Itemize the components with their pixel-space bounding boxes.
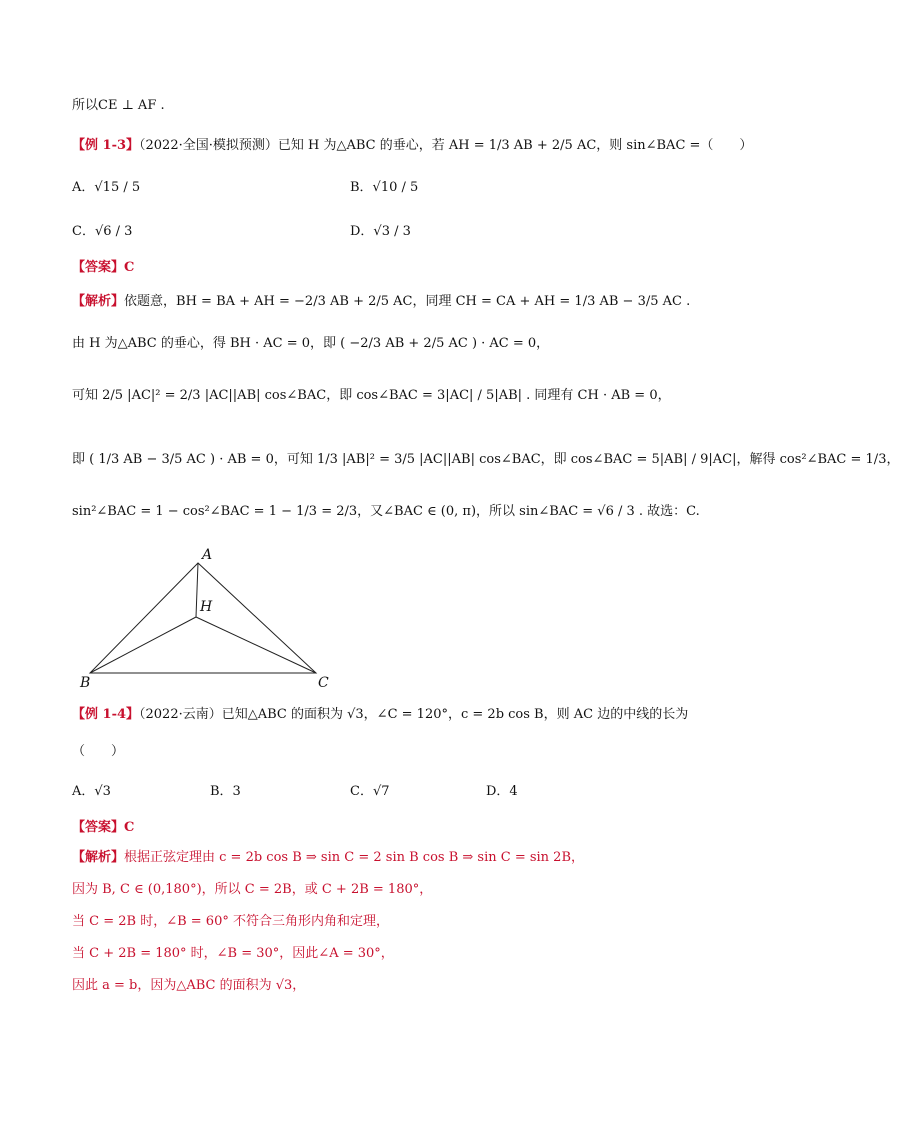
segment-ah	[196, 563, 198, 617]
example-1-4-heading	[72, 705, 688, 725]
example-1-3-heading	[72, 136, 752, 156]
example-question: （2022·云南）已知△ABC 的面积为 √3，∠C = 120°，c = 2b cos B，则 AC 边的中线的长为	[139, 707, 689, 722]
solution2-line-4: 当 C + 2B = 180° 时，∠B = 30°，因此∠A = 30°，	[72, 946, 394, 961]
solution-text: 依题意，BH = BA + AH = −2/3 AB + 2/5 AC，同理 CH = CA + AH = 1/3 AB − 3/5 AC .	[124, 294, 691, 309]
solution-tag: 【解析】	[72, 294, 125, 309]
answer-label: 【答案】C	[72, 820, 135, 835]
solution2-line-2: 因为 B, C ∈ (0,180°)，所以 C = 2B，或 C + 2B = 180°，	[72, 882, 433, 897]
solution2-line-5: 因此 a = b，因为△ABC 的面积为 √3，	[72, 978, 306, 993]
option-a: A．√15 / 5	[72, 180, 141, 195]
solution2-line-1	[72, 848, 584, 868]
solution2-line-3: 当 C = 2B 时，∠B = 60° 不符合三角形内角和定理，	[72, 914, 389, 929]
option-b: B．√10 / 5	[350, 180, 419, 195]
solution-text: 根据正弦定理由 c = 2b cos B ⇒ sin C = 2 sin B cos B ⇒ sin C = sin 2B，	[124, 850, 585, 865]
segment-bh	[90, 617, 196, 673]
solution-line-2: 由 H 为△ABC 的垂心，得 BH · AC = 0，即 ( −2/3 AB + 2/5 AC ) · AC = 0，	[72, 336, 550, 351]
triangle-abc	[90, 563, 316, 673]
option-d: D．√3 / 3	[350, 224, 411, 239]
solution-line-4: 即 ( 1/3 AB − 3/5 AC ) · AB = 0，可知 1/3 |AB|² = 3/5 |AC||AB| cos∠BAC，即 cos∠BAC = 5|AB| / 9|AC|，解得 cos²∠BAC = 1/3，	[72, 452, 899, 467]
vertex-c-label: C	[318, 675, 329, 691]
solution-line-5: sin²∠BAC = 1 − cos²∠BAC = 1 − 1/3 = 2/3，又∠BAC ∈ (0, π)，所以 sin∠BAC = √6 / 3 . 故选：C.	[72, 504, 700, 519]
option-b: B．3	[210, 784, 241, 799]
solution-line-3: 可知 2/5 |AC|² = 2/3 |AC||AB| cos∠BAC，即 cos∠BAC = 3|AC| / 5|AB| . 同理有 CH · AB = 0，	[72, 388, 671, 403]
option-d: D．4	[486, 784, 518, 799]
point-h-label: H	[200, 599, 213, 615]
example-question: （2022·全国·模拟预测）已知 H 为△ABC 的垂心，若 AH = 1/3 AB + 2/5 AC，则 sin∠BAC =（ ）	[139, 138, 753, 153]
answer-label: 【答案】C	[72, 260, 135, 275]
option-a: A．√3	[72, 784, 111, 799]
vertex-b-label: B	[80, 675, 91, 691]
text-line-1: 所以CE ⊥ AF .	[72, 98, 165, 113]
example-1-4-paren: （ ）	[72, 744, 125, 759]
solution-tag: 【解析】	[72, 850, 125, 865]
example-tag: 【例 1-3】	[72, 138, 140, 153]
vertex-a-label: A	[202, 547, 213, 563]
segment-ch	[196, 617, 316, 673]
option-c: C．√7	[350, 784, 390, 799]
example-tag: 【例 1-4】	[72, 707, 140, 722]
solution-line-1	[72, 292, 690, 312]
option-c: C．√6 / 3	[72, 224, 133, 239]
triangle-figure	[78, 545, 358, 690]
